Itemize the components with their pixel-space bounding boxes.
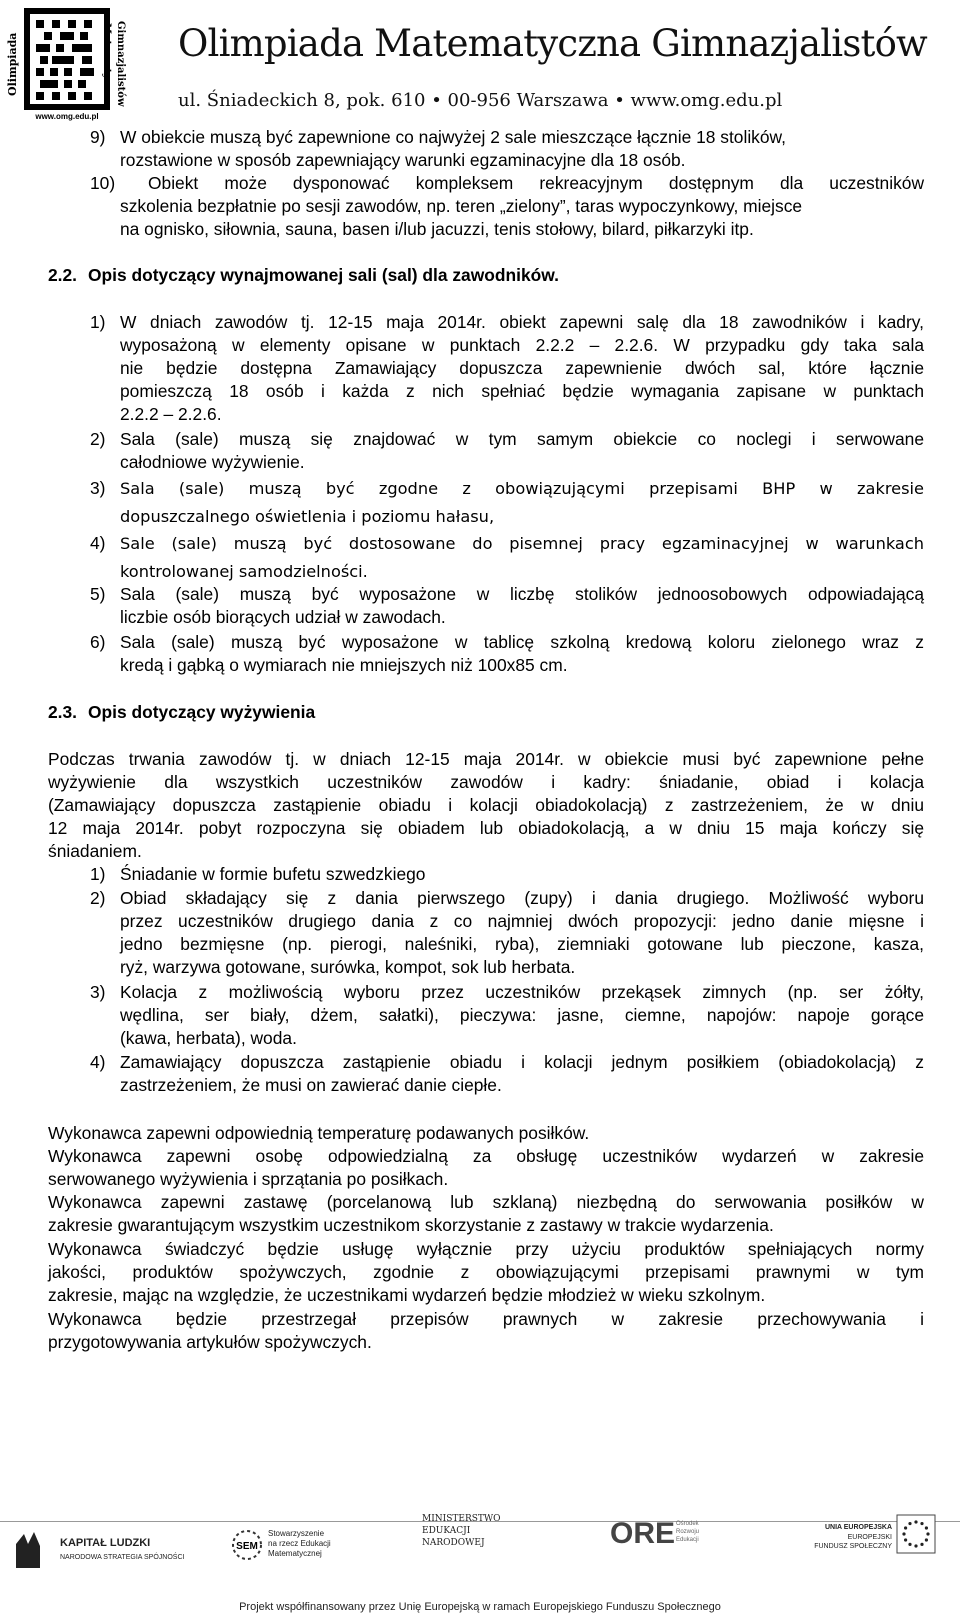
sem-icon xyxy=(230,1528,264,1562)
list-item-line: szkolenia bezpłatnie po sesji zawodów, np. teren „zielony”, taras wypoczynkowy, miejsce xyxy=(120,196,803,216)
paragraph-line: Wykonawca świadczyć będzie usługę wyłącznie przy użyciu produktów spełniających normy xyxy=(48,1239,924,1259)
list-item-line: Obiekt może dysponować kompleksem rekreacyjnym dostępnym dla uczestników xyxy=(148,173,924,193)
list-number: 6) xyxy=(90,632,106,652)
section-heading: Opis dotyczący wyżywienia xyxy=(88,702,316,722)
logo-text: EDUKACJI xyxy=(422,1526,471,1536)
letterhead xyxy=(0,0,960,128)
logo-text: NARODOWEJ xyxy=(422,1538,485,1548)
eu-flag-icon xyxy=(896,1514,936,1554)
list-item-line: przez uczestników drugiego dania z co najmniej dwóch propozycji: jedno danie mięsne i xyxy=(120,911,924,931)
footer-logos xyxy=(0,1514,960,1598)
list-item-line: pomieszczą 18 osób i każda z nich spełniać będzie wymagania zapisane w punktach xyxy=(120,381,924,401)
list-number: 1) xyxy=(90,312,106,332)
paragraph-line: śniadaniem. xyxy=(48,841,142,861)
kapital-ludzki-icon xyxy=(12,1530,44,1570)
list-item-line: całodniowe wyżywienie. xyxy=(120,452,305,472)
list-item-line: Śniadanie w formie bufetu szwedzkiego xyxy=(120,864,426,884)
list-item-line: na ognisko, siłownia, sauna, basen i/lub jacuzzi, tenis stołowy, bilard, piłkarzyki itp. xyxy=(120,219,754,239)
list-item-line: zastrzeżeniem, że musi on zawierać danie ciepłe. xyxy=(120,1075,502,1095)
section-number: 2.3. xyxy=(48,702,78,722)
list-item-line: ryż, warzywa gotowane, surówka, kompot, sok lub herbata. xyxy=(120,957,576,977)
section-number: 2.2. xyxy=(48,265,78,285)
org-address: ul. Śniadeckich 8, pok. 610 • 00-956 Warszawa • www.omg.edu.pl xyxy=(178,90,783,111)
list-number: 4) xyxy=(90,1052,106,1072)
logo-text: NARODOWA STRATEGIA SPÓJNOŚCI xyxy=(60,1554,185,1561)
list-item-line: kontrolowanej samodzielności. xyxy=(120,562,368,581)
list-number: 4) xyxy=(90,533,106,553)
logo-text-olimpiada: Olimpiada xyxy=(6,32,19,96)
list-item-line: Sala (sale) muszą się znajdować w tym samym obiekcie co noclegi i serwowane xyxy=(120,429,924,449)
logo-text: Rozwoju xyxy=(676,1529,700,1535)
paragraph-line: zakresie gwarantującym wszystkim uczestnikom skorzystanie z zastawy w trakcie wydarzenia. xyxy=(48,1215,774,1235)
list-item-line: jedno bezmięsne (np. pierogi, naleśniki, ryba), ziemniaki gotowane lub pieczone, kasza, xyxy=(120,934,924,954)
list-item-line: liczbie osób biorących udział w zawodach. xyxy=(120,607,446,627)
section-heading: Opis dotyczący wynajmowanej sali (sal) dla zawodników. xyxy=(88,265,559,285)
paragraph-line: Wykonawca zapewni odpowiednią temperaturę podawanych posiłków. xyxy=(48,1123,590,1143)
list-item-line: wędlina, ser biały, dżem, sałatki), pieczywa: jasne, ciemne, napojów: napoje gorące xyxy=(120,1005,924,1025)
paragraph-line: zakresie, mając na względzie, że uczestnikami wydarzeń będzie młodzież w wieku szkolnym. xyxy=(48,1285,766,1305)
list-number: 3) xyxy=(90,982,106,1002)
list-item-line: Sala (sale) muszą być wyposażone w tablicę szkolną kredową koloru zielonego wraz z xyxy=(120,632,924,652)
list-item-line: kredą i gąbką o wymiarach nie mniejszych niż 100x85 cm. xyxy=(120,655,568,675)
logo-text: MINISTERSTWO xyxy=(422,1514,501,1524)
logo-text: Matematycznej xyxy=(268,1549,322,1558)
logo-text: KAPITAŁ LUDZKI xyxy=(60,1537,151,1549)
list-item-line: Obiad składający się z dania pierwszego (zupy) i dania drugiego. Możliwość wyboru xyxy=(120,888,924,908)
list-number: 9) xyxy=(90,127,106,147)
list-item-line: Sale (sale) muszą być dostosowane do pisemnej pracy egzaminacyjnej w warunkach xyxy=(120,534,924,553)
paragraph-line: (Zamawiający dopuszcza zastąpienie obiadu i kolacji obiadokolacją) z zastrzeżeniem, że w dniu xyxy=(48,795,924,815)
logo-text: UNIA EUROPEJSKA xyxy=(824,1524,892,1531)
list-item-line: Sala (sale) muszą być wyposażone w liczbę stolików jednoosobowych odpowiadającą xyxy=(120,584,924,604)
logo-text: ORE xyxy=(610,1517,676,1550)
logo-text: Ośrodek xyxy=(676,1521,699,1527)
paragraph-line: 12 maja 2014r. pobyt rozpoczyna się obiadem lub obiadokolacją, a w dniu 15 maja kończy się xyxy=(48,818,924,838)
list-item-line: Kolacja z możliwością wyboru przez uczestników przekąsek zimnych (np. ser żółty, xyxy=(120,982,924,1002)
paragraph-line: wyżywienie dla wszystkich uczestników zawodów i kadry: śniadanie, obiad i kolacja xyxy=(48,772,924,792)
list-item-line: nie będzie dostępna Zamawiający dopuszcza zapewnienie dwóch sal, które łącznie xyxy=(120,358,924,378)
logo-text: EUROPEJSKI xyxy=(847,1534,892,1541)
paragraph-line: serwowanego wyżywienia i sprzątania po posiłkach. xyxy=(48,1169,449,1189)
logo-text: na rzecz Edukacji xyxy=(268,1539,331,1548)
paragraph-line: Wykonawca zapewni zastawę (porcelanową lub szklaną) niezbędną do serwowania posiłków w xyxy=(48,1192,924,1212)
list-item-line: wyposażoną w elementy opisane w punktach 2.2.2 – 2.2.6. W przypadku gdy taka sala xyxy=(120,335,924,355)
paragraph-line: jakości, produktów spożywczych, zgodnie z obowiązującymi przepisami prawnymi w tym xyxy=(48,1262,924,1282)
list-number: 1) xyxy=(90,864,106,884)
list-item-line: Zamawiający dopuszcza zastąpienie obiadu i kolacji jednym posiłkiem (obiadokolacją) z xyxy=(120,1052,924,1072)
list-item-line: dopuszczalnego oświetlenia i poziomu hałasu, xyxy=(120,507,495,526)
list-item-line: 2.2.2 – 2.2.6. xyxy=(120,404,222,424)
paragraph-line: przygotowywania artykułów spożywczych. xyxy=(48,1332,372,1352)
list-number: 3) xyxy=(90,478,106,498)
logo-text: FUNDUSZ SPOŁECZNY xyxy=(814,1543,892,1550)
list-number: 2) xyxy=(90,888,106,908)
footer-note: Projekt współfinansowany przez Unię Europejską w ramach Europejskiego Funduszu Społecznego xyxy=(239,1601,721,1613)
list-item-line: rozstawione w sposób zapewniający warunki egzaminacyjne dla 18 osób. xyxy=(120,150,686,170)
list-item-line: Sala (sale) muszą być zgodne z obowiązującymi przepisami BHP w zakresie xyxy=(120,479,924,498)
paragraph-line: Wykonawca zapewni osobę odpowiedzialną za obsługę uczestników wydarzeń w zakresie xyxy=(48,1146,924,1166)
list-item-line: (kawa, herbata), woda. xyxy=(120,1028,297,1048)
list-item-line: W obiekcie muszą być zapewnione co najwyżej 2 sale mieszczące łącznie 18 stolików, xyxy=(120,127,786,147)
logo-text-gimnazjalistow: Gimnazjalistów xyxy=(115,21,126,107)
list-number: 2) xyxy=(90,429,106,449)
logo-url: www.omg.edu.pl xyxy=(35,112,99,121)
list-number: 5) xyxy=(90,584,106,604)
logo-text: Stowarzyszenie xyxy=(268,1529,325,1538)
paragraph-line: Wykonawca będzie przestrzegał przepisów prawnych w zakresie przechowywania i xyxy=(48,1309,924,1329)
list-item-line: W dniach zawodów tj. 12-15 maja 2014r. obiekt zapewni salę dla 18 zawodników i kadry, xyxy=(120,312,924,332)
list-number: 10) xyxy=(90,173,116,193)
logo-text: Edukacji xyxy=(676,1537,699,1543)
omg-logo xyxy=(4,4,128,124)
org-title: Olimpiada Matematyczna Gimnazjalistów xyxy=(178,22,927,65)
logo-text-matematyczna: Matematyczna xyxy=(101,23,112,105)
svg-text:SEM: SEM xyxy=(236,1541,258,1552)
paragraph-line: Podczas trwania zawodów tj. w dniach 12-15 maja 2014r. w obiekcie musi być zapewnione pełne xyxy=(48,749,924,769)
